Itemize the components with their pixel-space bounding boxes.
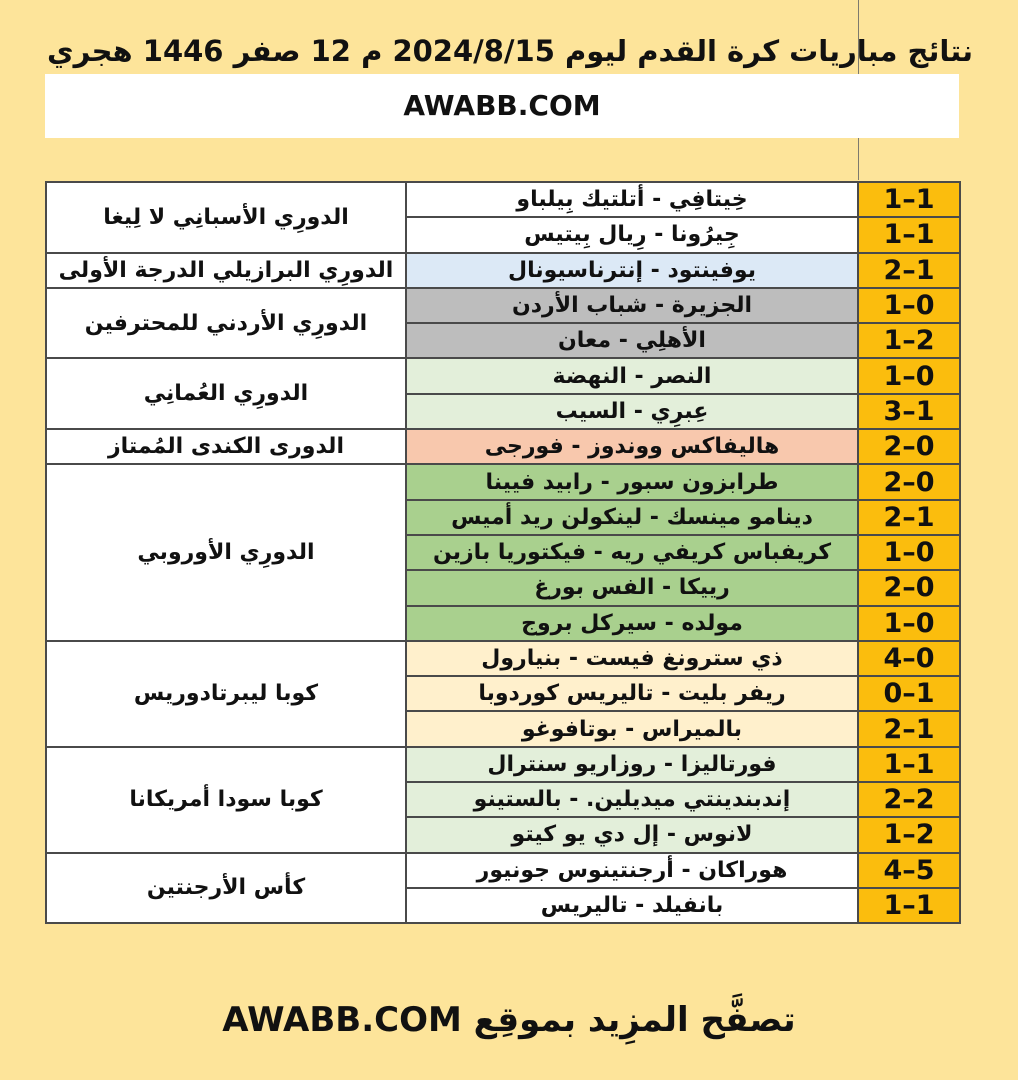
match-row: [46, 853, 960, 888]
match-score: 1–0: [858, 535, 960, 570]
match-teams: بالميراس - بوتافوغو: [406, 711, 858, 746]
match-score: 2–2: [858, 782, 960, 817]
page-title: نتائج مباريات كرة القدم ليوم 2024/8/15 م 12 صفر 1446 هجري: [47, 34, 973, 68]
match-teams: بانفيلد - تاليريس: [406, 888, 858, 923]
league-name: الدورِي الأسبانِي لا لِيغا: [46, 182, 406, 253]
match-score: 1–0: [858, 288, 960, 323]
match-teams: ذي سترونغ فيست - بنيارول: [406, 641, 858, 676]
league-name: كأس الأرجنتين: [46, 853, 406, 924]
match-teams: طرابزون سبور - رابيد فيينا: [406, 464, 858, 499]
match-row: [46, 641, 960, 676]
match-teams: رييكا - الفس بورغ: [406, 570, 858, 605]
match-teams: النصر - النهضة: [406, 358, 858, 393]
match-teams: الجزيرة - شباب الأردن: [406, 288, 858, 323]
match-score: 1–0: [858, 606, 960, 641]
match-row: [46, 747, 960, 782]
match-score: 3–1: [858, 394, 960, 429]
match-row: [46, 358, 960, 393]
match-row: [46, 429, 960, 464]
results-table: [45, 181, 961, 924]
match-row: [46, 253, 960, 288]
league-name: الدورِي البرازيلي الدرجة الأولى: [46, 253, 406, 288]
league-name: الدورِي العُمانِي: [46, 358, 406, 429]
match-score: 2–1: [858, 711, 960, 746]
match-teams: الأهلِي - معان: [406, 323, 858, 358]
match-score: 1–1: [858, 888, 960, 923]
match-score: 1–1: [858, 217, 960, 252]
site-banner: AWABB.COM: [45, 74, 959, 138]
match-score: 4–0: [858, 641, 960, 676]
match-score: 2–1: [858, 253, 960, 288]
match-score: 4–5: [858, 853, 960, 888]
match-score: 2–0: [858, 570, 960, 605]
match-teams: هاليفاكس ووندوز - فورجى: [406, 429, 858, 464]
match-teams: كريفباس كريفي ريه - فيكتوريا بازين: [406, 535, 858, 570]
match-score: 1–2: [858, 323, 960, 358]
league-name: الدورِي الأردني للمحترفين: [46, 288, 406, 359]
match-teams: إندبندينتي ميديلين. - بالستينو: [406, 782, 858, 817]
match-score: 1–2: [858, 817, 960, 852]
match-teams: مولده - سيركل بروج: [406, 606, 858, 641]
match-row: [46, 182, 960, 217]
match-teams: لانوس - إل دي يو كيتو: [406, 817, 858, 852]
league-name: الدورِي الأوروبي: [46, 464, 406, 640]
match-row: [46, 288, 960, 323]
match-teams: يوفينتود - إنترناسيونال: [406, 253, 858, 288]
match-teams: دينامو مينسك - لينكولن ريد أميس: [406, 500, 858, 535]
match-score: 1–1: [858, 182, 960, 217]
match-score: 2–0: [858, 464, 960, 499]
match-score: 1–0: [858, 358, 960, 393]
league-name: كوبا سودا أمريكانا: [46, 747, 406, 853]
match-score: 2–1: [858, 500, 960, 535]
match-score: 1–1: [858, 747, 960, 782]
match-teams: جِيرُونا - رِيال بِيتيس: [406, 217, 858, 252]
league-name: الدورى الكندى المُمتاز: [46, 429, 406, 464]
match-teams: هوراكان - أرجنتينوس جونيور: [406, 853, 858, 888]
match-row: [46, 464, 960, 499]
match-score: 0–1: [858, 676, 960, 711]
match-score: 2–0: [858, 429, 960, 464]
footer-text: تصفَّح المزِيد بموقِع AWABB.COM: [222, 1000, 796, 1040]
match-teams: عِبرِي - السيب: [406, 394, 858, 429]
league-name: كوبا ليبرتادوريس: [46, 641, 406, 747]
match-teams: فورتاليزا - روزاريو سنترال: [406, 747, 858, 782]
match-teams: ريفر بليت - تاليريس كوردوبا: [406, 676, 858, 711]
match-teams: خِيتافِي - أتلتيك بِيلباو: [406, 182, 858, 217]
